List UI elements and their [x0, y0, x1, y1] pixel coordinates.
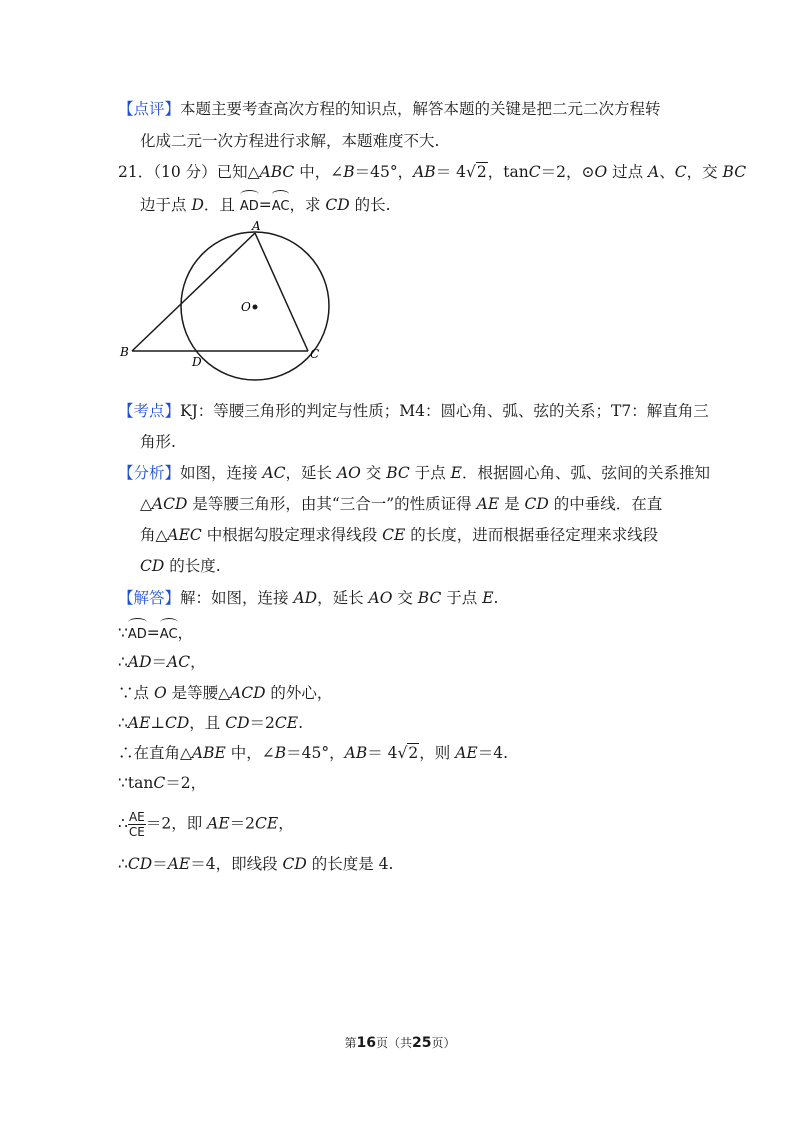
label-d: D [192, 355, 202, 369]
solution-line-4 [118, 682, 332, 704]
footer-text: 页） [431, 1036, 456, 1050]
solution-text: ，延长 [317, 589, 369, 607]
solution-text: ＝ [152, 855, 168, 873]
solution-text: 于点 [441, 589, 483, 607]
review-line-1 [118, 98, 661, 120]
solution-text: ，且 [189, 714, 226, 732]
solution-text: 的外心， [265, 684, 333, 702]
math-var: CD [225, 714, 250, 732]
solution-text: ＝ 4 [367, 744, 398, 762]
math-var: O [594, 163, 608, 181]
arc-ad: AD [240, 192, 259, 218]
math-var: ABC [259, 163, 295, 181]
solution-text: ⊥ [150, 714, 165, 732]
math-var: AE [167, 855, 191, 873]
therefore-symbol: ∴ [118, 653, 128, 671]
page-total: 25 [412, 1035, 432, 1051]
label-a: A [252, 219, 261, 233]
label-c: C [310, 347, 320, 361]
math-var: AD [127, 653, 152, 671]
solution-line-8 [118, 810, 294, 839]
problem-text: 已知△ [216, 163, 260, 181]
math-var: CE [382, 526, 406, 544]
label-o: O [241, 300, 251, 314]
math-var: AB [344, 744, 368, 762]
solution-text: 是等腰△ [166, 684, 231, 702]
solution-line-3 [118, 651, 206, 673]
solution-text: ∵tan [118, 774, 154, 792]
math-var: AE [127, 714, 151, 732]
math-var: AD [293, 589, 318, 607]
math-var: C [674, 163, 687, 181]
solution-text: ＝2，即 [145, 814, 208, 833]
math-var: BC [417, 589, 442, 607]
problem-text: 、 [659, 163, 675, 181]
math-var: AC [167, 653, 191, 671]
solution-text: . [298, 714, 303, 732]
solution-text: ，则 [419, 744, 456, 762]
analysis-text: 是 [499, 495, 525, 513]
analysis-text: 是等腰三角形，由其“三合一”的性质证得 [187, 495, 477, 513]
arc-ac: AC [272, 192, 290, 218]
solution-text: ＝4，即线段 [190, 855, 283, 873]
problem-score: （10 分） [153, 163, 217, 181]
sqrt-symbol: √2 [465, 163, 487, 181]
therefore-symbol: ∴ [118, 714, 128, 732]
therefore-symbol: ∴ [118, 814, 128, 833]
math-var: E [450, 464, 462, 482]
math-var: BC [722, 163, 747, 181]
solution-text: ， [190, 653, 206, 671]
analysis-line-3 [140, 524, 658, 546]
segment-ba [132, 233, 255, 351]
solution-line-6 [118, 742, 508, 764]
math-var: AE [207, 814, 230, 833]
solution-tag: 【解答】 [118, 589, 181, 607]
solution-text: 的长度是 4. [306, 855, 394, 873]
kaodian-text-2: 角形. [140, 433, 176, 451]
arc-ac: AC [160, 620, 178, 646]
solution-text: 解：如图，连接 [180, 589, 294, 607]
math-var: D [191, 196, 204, 214]
solution-text: 交 [392, 589, 418, 607]
math-var: CD [127, 855, 153, 873]
math-var: CD [524, 495, 549, 513]
page-number: 16 [356, 1035, 376, 1051]
solution-text: ， [278, 814, 294, 833]
solution-text: ∴在直角△ [118, 744, 192, 762]
math-var: ACD [230, 684, 266, 702]
solution-text: ∵点 [118, 684, 154, 702]
footer-text: 第 [344, 1036, 357, 1050]
analysis-text: 角△ [140, 526, 168, 544]
math-var: AO [368, 589, 393, 607]
problem-text: ．且 [203, 196, 240, 214]
analysis-text: 的长度，进而根据垂径定理来求线段 [405, 526, 659, 544]
analysis-tag: 【分析】 [118, 464, 181, 482]
analysis-text: 的中垂线．在直 [548, 495, 663, 513]
math-var: C [528, 163, 541, 181]
solution-line-7 [118, 772, 206, 794]
solution-text: ， [177, 624, 194, 642]
analysis-text: △ [140, 495, 152, 513]
problem-text: 的长. [349, 196, 391, 214]
therefore-symbol: ∴ [118, 855, 128, 873]
solution-text: ＝ [151, 653, 168, 671]
fraction-numerator: AE [128, 810, 145, 824]
arc-ad: AD [128, 620, 147, 646]
math-var: B [343, 163, 355, 181]
math-var: CD [325, 196, 350, 214]
fraction-denominator: CE [128, 825, 145, 839]
math-var: O [153, 684, 167, 702]
kaodian-text-1: KJ：等腰三角形的判定与性质；M4：圆心角、弧、弦的关系；T7：解直角三 [180, 402, 709, 420]
math-var: AEC [167, 526, 202, 544]
math-var: B [274, 744, 287, 762]
solution-line-9 [118, 853, 393, 875]
center-dot [253, 305, 258, 310]
kaodian-line-1 [118, 400, 709, 422]
math-var: CE [274, 714, 299, 732]
solution-text: ＝45°， [286, 744, 345, 762]
review-tag: 【点评】 [118, 100, 181, 118]
problem-text: ＝45°， [354, 163, 414, 181]
page-footer [0, 1034, 800, 1051]
problem-text: 中，∠ [294, 163, 344, 181]
solution-line-5 [118, 712, 303, 734]
problem-text: 边于点 [140, 196, 192, 214]
analysis-line-2 [140, 493, 662, 515]
math-var: AC [262, 464, 286, 482]
footer-text: 页（共 [375, 1036, 412, 1050]
because-symbol: ∵ [118, 624, 128, 642]
kaodian-line-2 [140, 431, 176, 453]
sqrt-symbol: √2 [397, 744, 419, 762]
solution-line-1 [118, 587, 498, 609]
solution-text: ＝4. [477, 744, 509, 762]
problem-text: 过点 [607, 163, 649, 181]
solution-text: 中，∠ [225, 744, 275, 762]
solution-text: . [493, 589, 499, 607]
analysis-text: 如图，连接 [180, 464, 263, 482]
review-text-1: 本题主要考查高次方程的知识点，解答本题的关键是把二元二次方程转 [180, 100, 661, 118]
analysis-line-4 [140, 555, 221, 577]
equals-sign: = [146, 624, 160, 642]
math-var: A [648, 163, 660, 181]
solution-text: ＝2， [165, 774, 207, 792]
problem-text: ，tan [487, 163, 529, 181]
sqrt-radicand: 2 [476, 163, 487, 181]
segment-ac [255, 233, 308, 351]
problem-text: ，交 [686, 163, 723, 181]
math-var: CD [164, 714, 190, 732]
math-var: AE [455, 744, 478, 762]
math-var: ACD [151, 495, 188, 513]
math-var: BC [386, 464, 410, 482]
review-text-2: 化成二元一次方程进行求解，本题难度不大. [140, 132, 440, 150]
kaodian-tag: 【考点】 [118, 402, 181, 420]
fraction-ae-ce [128, 810, 146, 839]
math-var: C [153, 774, 166, 792]
analysis-text: 中根据勾股定理求得线段 [201, 526, 383, 544]
solution-text: ＝2 [249, 714, 275, 732]
math-var: CE [255, 814, 279, 833]
math-var: AO [336, 464, 361, 482]
math-var: CD [140, 557, 165, 575]
problem-text: ＝2，⊙ [540, 163, 595, 181]
problem-text: ，求 [289, 196, 326, 214]
solution-text: ＝2 [229, 814, 256, 833]
analysis-text: ，延长 [285, 464, 337, 482]
math-var: E [482, 589, 494, 607]
problem-line-1 [118, 161, 746, 183]
math-var: CD [282, 855, 307, 873]
math-var: ABE [191, 744, 226, 762]
equals-sign: = [258, 196, 272, 214]
analysis-text: 交 [360, 464, 387, 482]
sqrt-radicand: 2 [408, 744, 419, 762]
problem-text: ＝ 4 [435, 163, 466, 181]
problem-number: 21． [118, 163, 154, 181]
review-line-2 [140, 130, 439, 152]
math-var: AE [476, 495, 500, 513]
problem-line-2 [140, 192, 391, 218]
label-b: B [120, 345, 129, 359]
analysis-text: 的长度. [164, 557, 221, 575]
analysis-text: 于点 [409, 464, 451, 482]
geometry-figure [110, 218, 370, 388]
math-var: AB [413, 163, 436, 181]
analysis-text: ．根据圆心角、弧、弦间的关系推知 [461, 464, 710, 482]
solution-line-2 [118, 620, 193, 646]
analysis-line-1 [118, 462, 710, 484]
